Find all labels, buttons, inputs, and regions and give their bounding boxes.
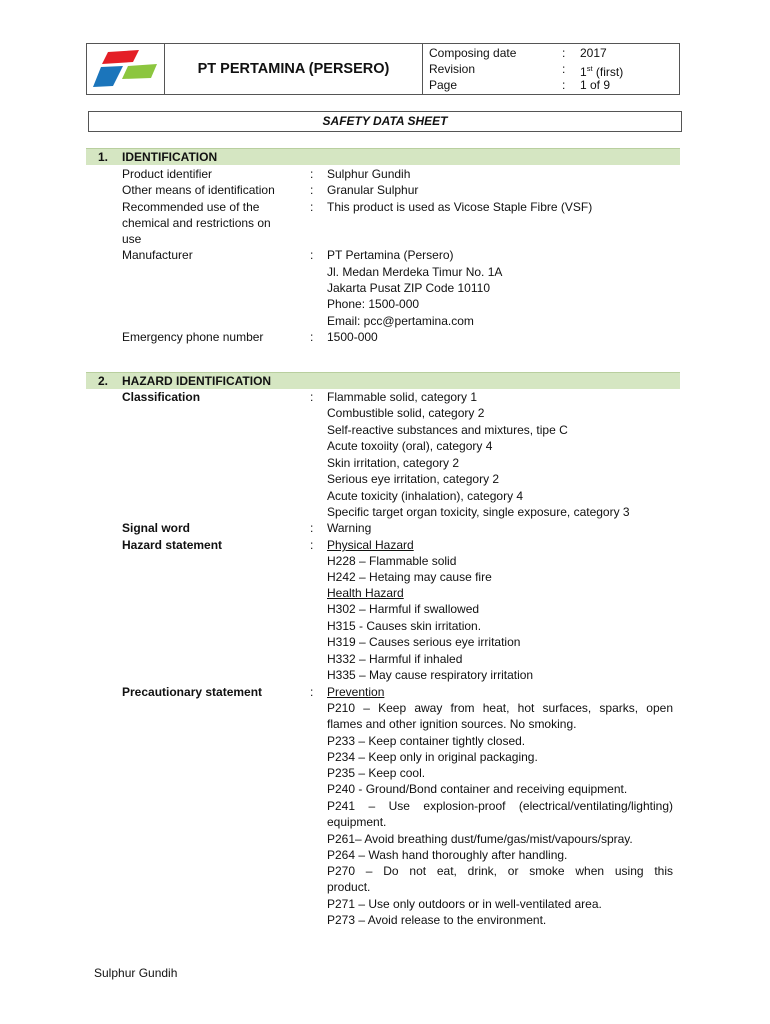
precaution-line: P270 – Do not eat, drink, or smoke when using this <box>327 864 673 878</box>
logo-cell <box>87 44 165 94</box>
label-recommended-use: Recommended use of the <box>122 200 260 214</box>
precaution-line: P210 – Keep away from heat, hot surfaces, sparks, open <box>327 701 673 715</box>
classification-item: Self-reactive substances and mixtures, tipe C <box>327 423 568 437</box>
precaution-line: P241 – Use explosion-proof (electrical/ventilating/lighting) <box>327 799 673 813</box>
precaution-line: P234 – Keep only in original packaging. <box>327 750 538 764</box>
physical-hazard-heading: Physical Hazard <box>327 538 414 552</box>
hazard-statement-item: H319 – Causes serious eye irritation <box>327 635 521 649</box>
classification-item: Acute toxicity (inhalation), category 4 <box>327 489 524 503</box>
manufacturer-name: PT Pertamina (Persero) <box>327 248 454 262</box>
prevention-heading: Prevention <box>327 685 385 699</box>
label-hazard-statement: Hazard statement <box>122 538 223 552</box>
manufacturer-city: Jakarta Pusat ZIP Code 10110 <box>327 281 490 295</box>
document-title: SAFETY DATA SHEET <box>88 111 682 132</box>
health-hazard-heading: Health Hazard <box>327 586 404 600</box>
value-signal-word: Warning <box>327 521 372 535</box>
classification-item: Combustible solid, category 2 <box>327 406 485 420</box>
precaution-line: equipment. <box>327 815 387 829</box>
company-name: PT PERTAMINA (PERSERO) <box>165 44 423 94</box>
hazard-statement-item: H315 - Causes skin irritation. <box>327 619 482 633</box>
precaution-line: P235 – Keep cool. <box>327 766 426 780</box>
section-heading-hazard-identification: 2. HAZARD IDENTIFICATION <box>86 372 680 389</box>
precaution-line: P264 – Wash hand thoroughly after handling. <box>327 848 568 862</box>
label-product-identifier: Product identifier <box>122 167 213 181</box>
manufacturer-email: Email: pcc@pertamina.com <box>327 314 474 328</box>
precaution-line: P261– Avoid breathing dust/fume/gas/mist/vapours/spray. <box>327 832 633 846</box>
label-precautionary-statement: Precautionary statement <box>122 685 263 699</box>
value-product-identifier: Sulphur Gundih <box>327 167 411 181</box>
hazard-statement-item: H302 – Harmful if swallowed <box>327 602 480 616</box>
value-other-means: Granular Sulphur <box>327 183 419 197</box>
label-emergency-phone: Emergency phone number <box>122 330 264 344</box>
classification-item: Serious eye irritation, category 2 <box>327 472 500 486</box>
label-signal-word: Signal word <box>122 521 191 535</box>
classification-item: Flammable solid, category 1 <box>327 390 478 404</box>
precaution-line: P273 – Avoid release to the environment. <box>327 913 547 927</box>
hazard-statement-item: H332 – Harmful if inhaled <box>327 652 463 666</box>
precaution-line: flames and other ignition sources. No smoking. <box>327 717 577 731</box>
precaution-line: P233 – Keep container tightly closed. <box>327 734 526 748</box>
manufacturer-phone: Phone: 1500-000 <box>327 297 420 311</box>
hazard-statement-item: H242 – Hetaing may cause fire <box>327 570 492 584</box>
section-heading-identification: 1. IDENTIFICATION <box>86 148 680 165</box>
precaution-line: P240 - Ground/Bond container and receiving equipment. <box>327 782 628 796</box>
page-footer: Sulphur Gundih <box>94 966 178 980</box>
value-recommended-use: This product is used as Vicose Staple Fibre (VSF) <box>327 200 593 214</box>
document-meta <box>423 44 679 94</box>
label-classification: Classification <box>122 390 201 404</box>
hazard-statement-item: H228 – Flammable solid <box>327 554 457 568</box>
meta-page: Page : 1 of 9 <box>429 78 611 92</box>
meta-revision: Revision : 1st (first) <box>429 62 624 79</box>
pertamina-logo-icon <box>87 44 165 94</box>
document-header <box>86 43 680 95</box>
precaution-line: product. <box>327 880 371 894</box>
manufacturer-address: Jl. Medan Merdeka Timur No. 1A <box>327 265 503 279</box>
label-manufacturer: Manufacturer <box>122 248 193 262</box>
label-other-means: Other means of identification <box>122 183 275 197</box>
precaution-line: P271 – Use only outdoors or in well-ventilated area. <box>327 897 602 911</box>
classification-item: Acute toxoiity (oral), category 4 <box>327 439 493 453</box>
classification-item: Skin irritation, category 2 <box>327 456 460 470</box>
meta-composing-date: Composing date : 2017 <box>429 46 607 60</box>
classification-item: Specific target organ toxicity, single exposure, category 3 <box>327 505 630 519</box>
value-emergency-phone: 1500-000 <box>327 330 378 344</box>
hazard-statement-item: H335 – May cause respiratory irritation <box>327 668 534 682</box>
